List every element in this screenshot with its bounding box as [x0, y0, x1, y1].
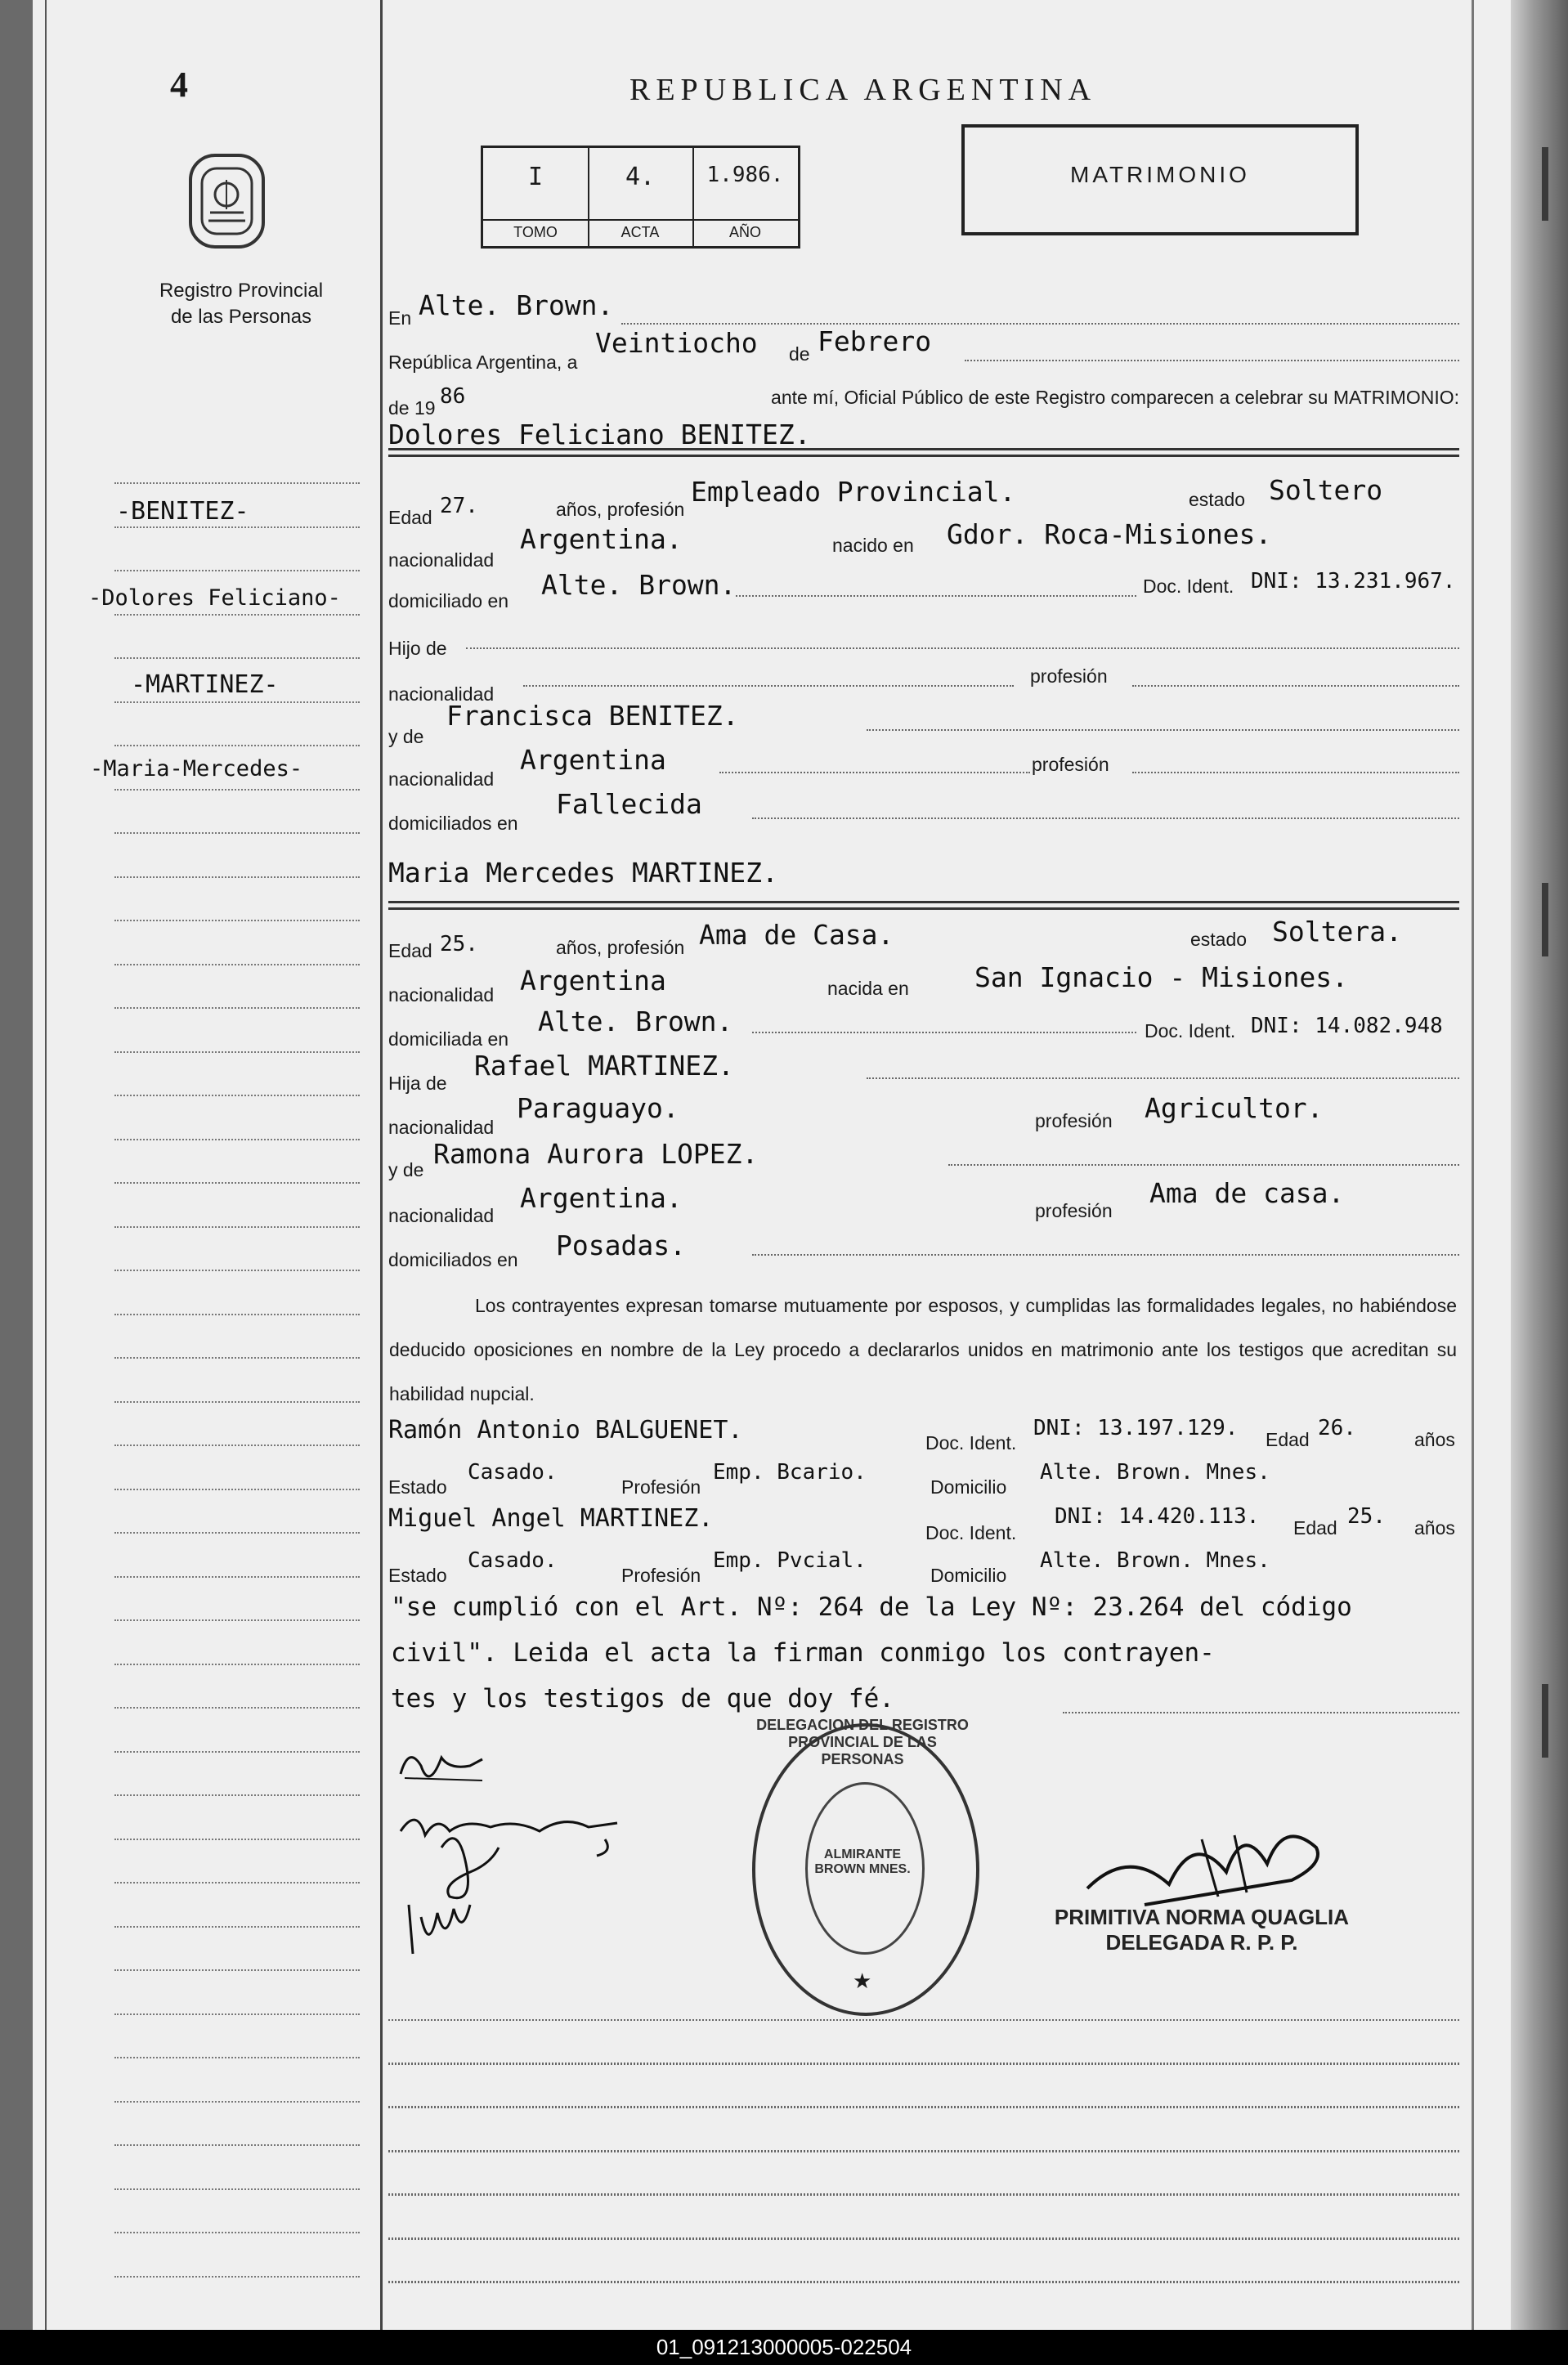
fill-line: [736, 595, 1136, 597]
bride-edad-label: Edad: [388, 940, 432, 961]
bride-doc: DNI: 14.082.948: [1251, 1014, 1443, 1038]
seal-ring-text: DELEGACION DEL REGISTRO PROVINCIAL DE LAS PERSONAS: [756, 1717, 969, 1767]
year-value: 86: [440, 384, 466, 409]
groom-estado-label: estado: [1189, 489, 1246, 510]
witness-2-status: Casado.: [468, 1548, 558, 1573]
witness-2-estado-label: Estado: [388, 1565, 447, 1586]
margin-given-names-groom: -Dolores Feliciano-: [88, 585, 341, 611]
groom-y-de-label: y de: [388, 726, 424, 747]
witness-1-age: 26.: [1318, 1416, 1356, 1440]
tomo-value: I: [527, 163, 544, 191]
groom-age: 27.: [440, 494, 478, 518]
bride-mother: Ramona Aurora LOPEZ.: [433, 1138, 759, 1170]
groom-status: Soltero: [1269, 474, 1383, 506]
bride-y-de-label: y de: [388, 1159, 424, 1180]
witness-1-domicilio-label: Domicilio: [930, 1476, 1007, 1498]
main-ruled-line: [388, 2019, 1459, 2021]
bride-domiciliados-label: domiciliados en: [388, 1249, 518, 1270]
bride-status: Soltera.: [1272, 916, 1402, 947]
margin-ruled-line: [114, 1314, 360, 1315]
witness-1-anios-label: años: [1414, 1429, 1455, 1450]
groom-father-nacionalidad-label: nacionalidad: [388, 683, 495, 705]
bride-mother-nacionalidad-label: nacionalidad: [388, 1205, 495, 1226]
groom-hijo-label: Hijo de: [388, 638, 447, 659]
appearance-statement: ante mí, Oficial Público de este Registro comparecen a celebrar su MATRIMONIO:: [771, 387, 1459, 408]
de-label: de: [789, 343, 810, 365]
witness-1-profession: Emp. Bcario.: [713, 1460, 867, 1485]
witness-2-age: 25.: [1347, 1504, 1386, 1529]
witness-1-profesion-label: Profesión: [621, 1476, 701, 1498]
margin-ruled-line: [114, 701, 360, 703]
signatory-stamp: [1022, 1905, 1382, 1955]
republica-label: República Argentina, a: [388, 352, 578, 373]
acta-label: ACTA: [588, 219, 692, 241]
page-edge-rule: [45, 0, 47, 2330]
bride-father: Rafael MARTINEZ.: [474, 1050, 734, 1082]
separator-line: [388, 455, 1459, 457]
margin-ruled-line: [114, 1489, 360, 1490]
fill-line: [867, 1077, 1459, 1079]
margin-ruled-line: [114, 1007, 360, 1009]
witness-1-address: Alte. Brown. Mnes.: [1040, 1460, 1270, 1485]
anio-cell: [692, 148, 798, 246]
binding-notch: [1542, 147, 1548, 221]
margin-ruled-line: [114, 1882, 360, 1883]
margin-surname-bride: -MARTINEZ-: [131, 670, 279, 699]
witness-1-edad-label: Edad: [1266, 1429, 1310, 1450]
bride-birthplace: San Ignacio - Misiones.: [974, 961, 1348, 993]
bride-nationality: Argentina: [520, 965, 666, 997]
closing-note-line: civil". Leida el acta la firman conmigo los contrayen-: [391, 1638, 1215, 1668]
bride-mother-profesion-label: profesión: [1035, 1200, 1113, 1221]
margin-ruled-line: [114, 2232, 360, 2233]
margin-ruled-line: [114, 1445, 360, 1446]
witness-2-address: Alte. Brown. Mnes.: [1040, 1548, 1270, 1573]
registry-label: [123, 278, 360, 330]
margin-ruled-line: [114, 1357, 360, 1359]
witness-2-doc: DNI: 14.420.113.: [1055, 1504, 1260, 1529]
en-label: En: [388, 307, 412, 329]
groom-birthplace: Gdor. Roca-Misiones.: [947, 518, 1272, 550]
margin-ruled-line: [114, 1969, 360, 1971]
groom-domiciliados-label: domiciliados en: [388, 813, 518, 834]
witness-1-name: Ramón Antonio BALGUENET.: [388, 1416, 743, 1445]
seal-center-text: ALMIRANTE BROWN MNES.: [814, 1848, 911, 1876]
binding-notch: [1542, 883, 1548, 956]
groom-nacionalidad-label: nacionalidad: [388, 549, 495, 571]
margin-ruled-line: [114, 1576, 360, 1578]
bride-hija-label: Hija de: [388, 1073, 447, 1094]
groom-nationality: Argentina.: [520, 523, 683, 555]
closing-note-line: "se cumplió con el Art. Nº: 264 de la Ley Nº: 23.264 del código: [391, 1592, 1352, 1622]
acta-value: 4.: [625, 163, 656, 191]
fill-line: [752, 817, 1459, 819]
fill-line: [621, 323, 1459, 325]
tomo-label: TOMO: [483, 219, 588, 241]
bride-mother-nationality: Argentina.: [520, 1182, 683, 1214]
record-type-title: MATRIMONIO: [1070, 162, 1250, 187]
fill-line: [752, 1032, 1136, 1033]
bride-father-profession: Agricultor.: [1145, 1092, 1324, 1124]
margin-ruled-line: [114, 876, 360, 878]
margin-ruled-line: [114, 1270, 360, 1271]
binding-edge-line: [1472, 0, 1474, 2330]
groom-full-name: Dolores Feliciano BENITEZ.: [388, 419, 811, 450]
page-number: 4: [170, 65, 188, 105]
book-binding: [1511, 0, 1568, 2330]
country-heading: REPUBLICA ARGENTINA: [629, 73, 1097, 107]
margin-ruled-line: [114, 1664, 360, 1665]
day-value: Veintiocho: [595, 327, 758, 359]
groom-parents-address: Fallecida: [556, 788, 702, 820]
bride-father-nacionalidad-label: nacionalidad: [388, 1117, 495, 1138]
margin-ruled-line: [114, 1926, 360, 1928]
bride-father-profesion-label: profesión: [1035, 1110, 1113, 1131]
fill-line: [523, 685, 1014, 687]
bride-age: 25.: [440, 932, 478, 956]
main-ruled-line: [388, 2107, 1459, 2108]
fill-line: [1132, 685, 1459, 687]
acta-cell: [588, 148, 694, 246]
bride-parents-address: Posadas.: [556, 1230, 686, 1261]
seal-star-icon: ★: [853, 1969, 872, 1993]
margin-ruled-line: [114, 2276, 360, 2278]
groom-doc: DNI: 13.231.967.: [1251, 569, 1456, 593]
separator-line: [388, 448, 1459, 450]
bride-mother-profession: Ama de casa.: [1149, 1177, 1345, 1209]
bride-nacionalidad-label: nacionalidad: [388, 984, 495, 1006]
witness-2-domicilio-label: Domicilio: [930, 1565, 1007, 1586]
signatory-name: PRIMITIVA NORMA QUAGLIA: [1054, 1905, 1350, 1929]
fill-line: [1132, 772, 1459, 773]
bride-estado-label: estado: [1190, 929, 1248, 950]
registry-label-line: Registro Provincial: [159, 280, 324, 302]
bride-full-name: Maria Mercedes MARTINEZ.: [388, 857, 778, 889]
margin-ruled-line: [114, 832, 360, 834]
tomo-cell: [483, 148, 589, 246]
anio-value: 1.986.: [706, 163, 784, 187]
registry-label-line: de las Personas: [170, 306, 312, 328]
main-ruled-line: [388, 2063, 1459, 2065]
margin-ruled-line: [114, 1532, 360, 1534]
witness-2-profession: Emp. Pvcial.: [713, 1548, 867, 1573]
groom-mother-nationality: Argentina: [520, 744, 666, 776]
witness-1-status: Casado.: [468, 1460, 558, 1485]
bride-father-nationality: Paraguayo.: [517, 1092, 679, 1124]
official-signature: [1079, 1815, 1349, 1913]
margin-ruled-line: [114, 1839, 360, 1840]
witness-2-edad-label: Edad: [1293, 1517, 1337, 1539]
groom-doc-label: Doc. Ident.: [1143, 576, 1234, 597]
groom-mother-profesion-label: profesión: [1032, 754, 1109, 775]
bride-doc-label: Doc. Ident.: [1145, 1020, 1236, 1041]
tomo-acta-anio-box: [481, 146, 800, 249]
contracting-parties-signatures: [392, 1741, 654, 1987]
margin-ruled-line: [114, 1401, 360, 1403]
provincial-emblem-icon: [184, 147, 270, 253]
fill-line: [965, 360, 1459, 361]
scan-id-footer: 01_091213000005-022504: [0, 2330, 1568, 2365]
witness-2-name: Miguel Angel MARTINEZ.: [388, 1504, 714, 1533]
groom-mother-nacionalidad-label: nacionalidad: [388, 768, 495, 790]
main-ruled-line: [388, 2238, 1459, 2240]
margin-ruled-line: [114, 964, 360, 965]
fill-line: [867, 729, 1459, 731]
bride-anios-profesion-label: años, profesión: [556, 937, 685, 958]
margin-ruled-line: [114, 1051, 360, 1053]
margin-ruled-line: [114, 1139, 360, 1140]
groom-anios-profesion-label: años, profesión: [556, 499, 685, 520]
fill-line: [948, 1164, 1459, 1166]
fill-line: [1063, 1712, 1459, 1713]
signatory-title: DELEGADA R. P. P.: [1105, 1930, 1298, 1955]
main-ruled-line: [388, 2151, 1459, 2152]
bride-domiciliada-label: domiciliada en: [388, 1028, 509, 1050]
margin-ruled-line: [114, 614, 360, 616]
margin-ruled-line: [114, 1182, 360, 1184]
fill-line: [752, 1254, 1459, 1256]
closing-note-line: tes y los testigos de que doy fé.: [391, 1684, 894, 1713]
month-value: Febrero: [818, 325, 932, 357]
bride-profession: Ama de Casa.: [699, 919, 894, 951]
margin-ruled-line: [114, 2057, 360, 2058]
margin-ruled-line: [114, 570, 360, 571]
margin-ruled-line: [114, 2144, 360, 2146]
margin-ruled-line: [114, 2101, 360, 2103]
margin-given-names-bride: -Maria-Mercedes-: [90, 756, 303, 782]
fill-line: [466, 647, 1459, 649]
groom-profession: Empleado Provincial.: [691, 476, 1016, 508]
margin-ruled-line: [114, 526, 360, 528]
margin-ruled-line: [114, 789, 360, 791]
margin-ruled-line: [114, 1751, 360, 1753]
groom-nacido-label: nacido en: [832, 535, 914, 556]
groom-address: Alte. Brown.: [541, 569, 737, 601]
main-ruled-line: [388, 2282, 1459, 2283]
witness-1-doc: DNI: 13.197.129.: [1033, 1416, 1239, 1440]
margin-ruled-line: [114, 1226, 360, 1228]
bride-nacida-label: nacida en: [827, 978, 909, 999]
margin-ruled-line: [114, 745, 360, 746]
margin-ruled-line: [114, 1095, 360, 1096]
de19-label: de 19: [388, 397, 436, 419]
margin-ruled-line: [114, 920, 360, 921]
groom-domiciliado-label: domiciliado en: [388, 590, 509, 611]
witness-2-profesion-label: Profesión: [621, 1565, 701, 1586]
margin-surname-groom: -BENITEZ-: [116, 497, 249, 526]
groom-father-profesion-label: profesión: [1030, 665, 1108, 687]
separator-line: [388, 901, 1459, 903]
witness-2-anios-label: años: [1414, 1517, 1455, 1539]
margin-divider-rule: [380, 0, 383, 2330]
groom-edad-label: Edad: [388, 507, 432, 528]
anio-label: AÑO: [692, 219, 798, 241]
binding-notch: [1542, 1684, 1548, 1758]
declaration-paragraph: Los contrayentes expresan tomarse mutuamente por esposos, y cumplidas las formalidades legales, no habiéndose deducido oposiciones en nombre de la Ley procedo a declararlos unidos en matrimonio ante los testigos que acreditan su habilidad nupcial.: [389, 1295, 1457, 1404]
margin-ruled-line: [114, 1619, 360, 1621]
witness-1-estado-label: Estado: [388, 1476, 447, 1498]
witness-2-doc-label: Doc. Ident.: [925, 1522, 1017, 1543]
separator-line: [388, 907, 1459, 910]
margin-ruled-line: [114, 482, 360, 484]
fill-line: [719, 772, 1030, 773]
bride-address: Alte. Brown.: [538, 1006, 733, 1037]
place-value: Alte. Brown.: [419, 289, 614, 321]
margin-ruled-line: [114, 657, 360, 659]
groom-mother: Francisca BENITEZ.: [446, 700, 739, 732]
margin-ruled-line: [114, 2013, 360, 2015]
margin-ruled-line: [114, 1794, 360, 1796]
margin-ruled-line: [114, 1707, 360, 1709]
main-ruled-line: [388, 2194, 1459, 2196]
margin-ruled-line: [114, 2188, 360, 2190]
witness-1-doc-label: Doc. Ident.: [925, 1432, 1017, 1453]
